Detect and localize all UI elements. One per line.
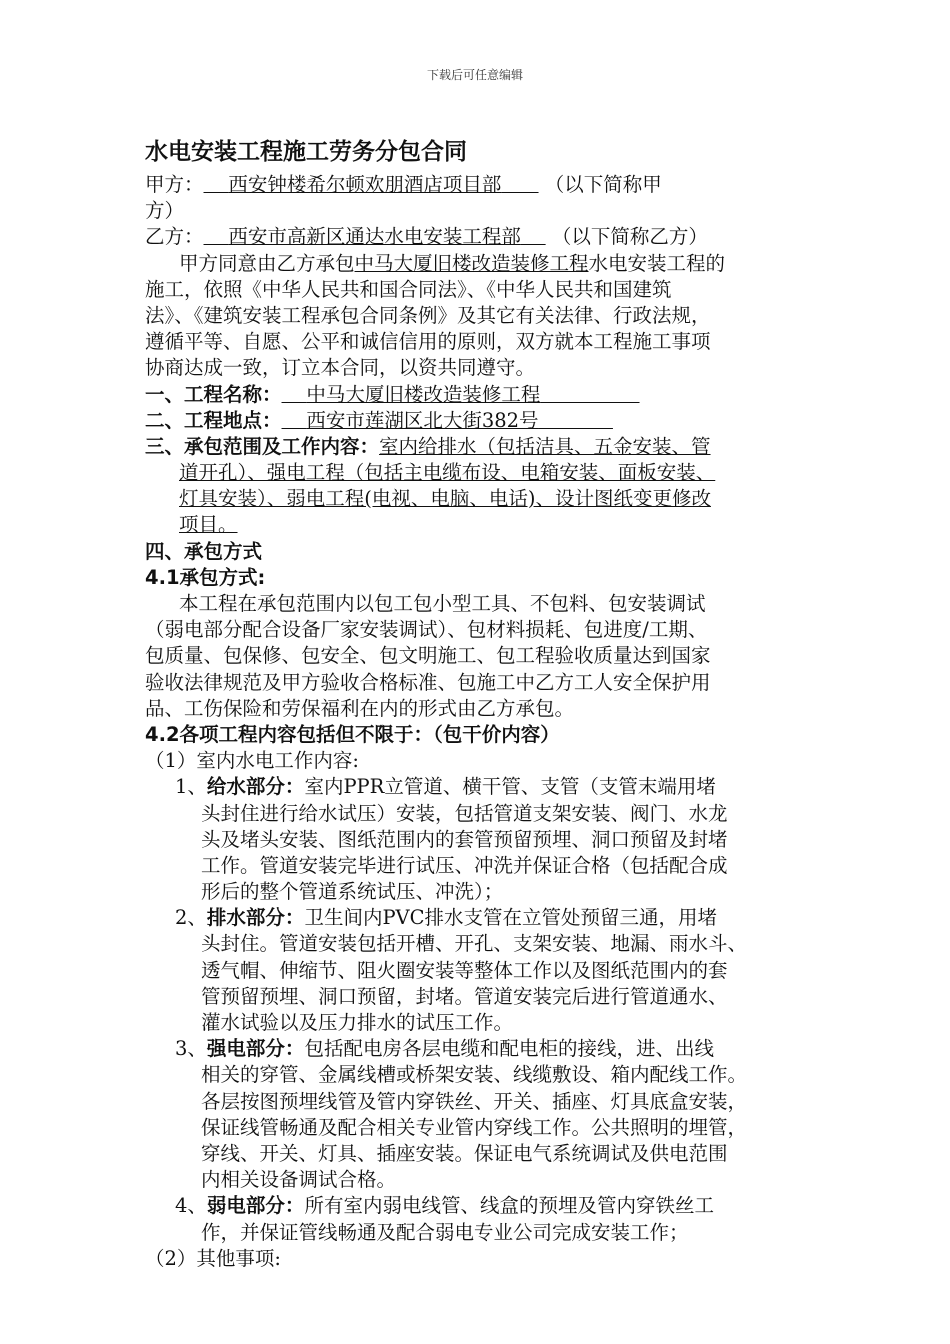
section-scope-line: 道开孔）、强电工程（包括主电缆布设、电箱安装、面板安装、: [179, 461, 716, 485]
point-2-heading: （2）其他事项:: [145, 1246, 281, 1270]
intro-line: 施工，依照《中华人民共和国合同法》、《中华人民共和国建筑: [145, 277, 672, 301]
item-line: 内相关设备调试合格。: [201, 1168, 397, 1192]
subsection-4-1-line: （弱电部分配合设备厂家安装调试）、包材料损耗、包进度/工期、: [145, 618, 708, 642]
party-a-label: 甲方：: [145, 173, 204, 196]
subsection-4-2: 4.2各项工程内容包括但不限于：（包干价内容）: [145, 722, 560, 746]
item-line: 形后的整个管道系统试压、冲洗）；: [201, 880, 504, 904]
item-line: 管预留预埋、洞口预留，封堵。管道安装完后进行管道通水、: [201, 984, 728, 1008]
item-line: 头封住。管道安装包括开槽、开孔、支架安装、地漏、雨水斗、: [201, 932, 748, 956]
party-a-name: 西安钟楼希尔顿欢朋酒店项目部: [228, 173, 502, 196]
item-line: 作，并保证管线畅通及配合弱电专业公司完成安装工作；: [201, 1220, 689, 1244]
item-strong-current: 3、强电部分：包括配电房各层电缆和配电柜的接线，进、出线: [175, 1037, 714, 1061]
party-a-line: [145, 172, 817, 198]
section-scope-line: 灯具安装）、弱电工程(电视、电脑、电话)、设计图纸变更修改: [179, 487, 711, 511]
intro-first-line: 甲方同意由乙方承包中马大厦旧楼改造装修工程水电安装工程的: [179, 251, 726, 275]
item-line: 工作。管道安装完毕进行试压、冲洗并保证合格（包括配合成: [201, 853, 728, 877]
subsection-4-1-line: 本工程在承包范围内以包工包小型工具、不包料、包安装调试: [179, 592, 706, 615]
intro-line: 协商达成一致，订立本合同，以资共同遵守。: [145, 356, 536, 380]
item-line: 相关的穿管、金属线槽或桥架安装、线缆敷设、箱内配线工作。: [201, 1063, 748, 1087]
item-line: 头及堵头安装、图纸范围内的套管预留预埋、洞口预留及封堵: [201, 827, 728, 851]
item-line: 穿线、开关、灯具、插座安装。保证电气系统调试及供电范围: [201, 1141, 728, 1165]
contract-title: 水电安装工程施工劳务分包合同: [145, 139, 467, 165]
subsection-4-1: 4.1承包方式:: [145, 565, 266, 589]
subsection-4-1-line: 品、工伤保险和劳保福利在内的形式由乙方承包。: [145, 696, 575, 720]
party-b-suffix: （以下简称乙方）: [551, 225, 708, 249]
subsection-4-1-line: 包质量、包保修、包安全、包文明施工、包工程验收质量达到国家: [145, 644, 711, 668]
item-weak-current: 4、弱电部分：所有室内弱电线管、线盒的预埋及管内穿铁丝工: [175, 1194, 714, 1218]
party-b-line: [145, 224, 817, 250]
section-scope-line: 项目。: [179, 513, 238, 537]
party-b-name: 西安市高新区通达水电安装工程部: [228, 225, 521, 249]
party-a-suffix-2: 方）: [145, 199, 185, 223]
point-1-heading: （1）室内水电工作内容:: [145, 749, 359, 773]
item-water-supply: 1、给水部分：室内PPR立管道、横干管、支管（支管末端用堵: [175, 775, 716, 799]
party-a-suffix: （以下简称甲: [544, 173, 662, 196]
section-project-name: 一、工程名称： 中马大厦旧楼改造装修工程: [145, 382, 541, 406]
subsection-4-1-line: 验收法律规范及甲方验收合格标准、包施工中乙方工人安全保护用: [145, 670, 711, 694]
section-scope: 三、承包范围及工作内容：室内给排水（包括洁具、五金安装、管: [145, 434, 711, 458]
item-line: 灌水试验以及压力排水的试压工作。: [201, 1011, 514, 1034]
intro-line: 法》、《建筑安装工程承包合同条例》及其它有关法律、行政法规，: [145, 303, 711, 327]
section-contract-method-heading: 四、承包方式: [145, 539, 263, 563]
item-line: 各层按图预埋线管及管内穿铁丝、开关、插座、灯具底盒安装，: [201, 1089, 748, 1113]
page-header: 下载后可任意编辑: [426, 68, 523, 82]
intro-line: 遵循平等、自愿、公平和诚信信用的原则，双方就本工程施工事项: [145, 330, 711, 354]
contract-body: [145, 132, 817, 1272]
party-b-label: 乙方：: [145, 225, 204, 249]
item-line: 头封住进行给水试压）安装，包括管道支架安装、阀门、水龙: [201, 801, 728, 825]
intro-project-name: 中马大厦旧楼改造装修工程: [354, 251, 589, 275]
item-line: 保证线管畅通及配合相关专业管内穿线工作。公共照明的埋管，: [201, 1115, 748, 1139]
section-project-location: 二、工程地点： 西安市莲湖区北大街382号: [145, 408, 539, 432]
item-drainage: 2、排水部分：卫生间内PVC排水支管在立管处预留三通，用堵: [175, 906, 718, 930]
item-line: 透气帽、伸缩节、阻火圈安装等整体工作以及图纸范围内的套: [201, 958, 728, 982]
